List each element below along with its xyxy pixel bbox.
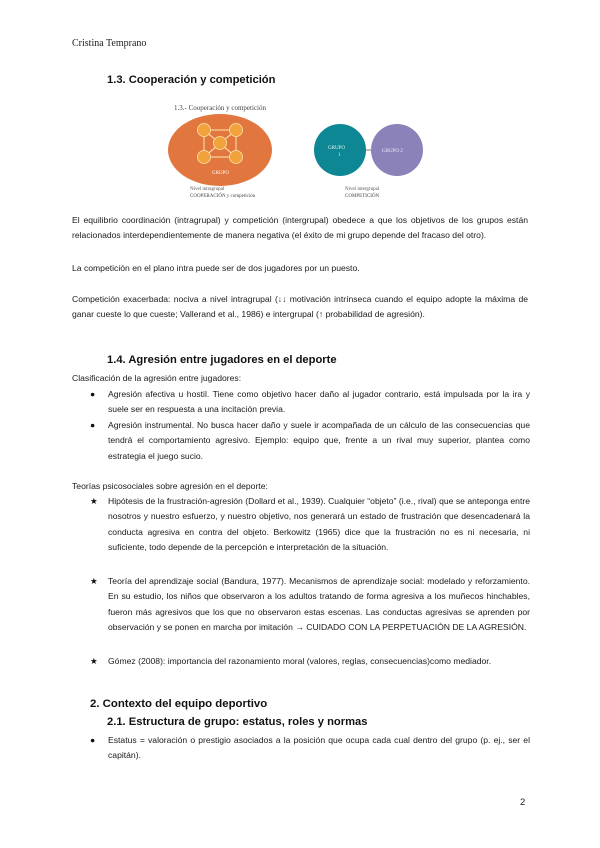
theory-gomez-text: Gómez (2008): importancia del razonamiento moral (valores, reglas, consecuencias)como mediador.	[108, 656, 492, 666]
section-heading-2: 2. Contexto del equipo deportivo	[90, 698, 268, 710]
bullet-dot-icon: ●	[90, 420, 96, 430]
bullet-dot-icon: ●	[90, 735, 96, 745]
section-heading-1-4: 1.4. Agresión entre jugadores en el deporte	[107, 354, 337, 366]
section-heading-2-1: 2.1. Estructura de grupo: estatus, roles y normas	[107, 716, 368, 728]
list-item	[90, 654, 530, 669]
intergroup-caption-line2: COMPETICIÓN	[345, 194, 380, 199]
page-header-author: Cristina Temprano	[72, 38, 147, 49]
paragraph-equilibrium: El equilibrio coordinación (intragrupal) y competición (intergrupal) obedece a que los objetivos de los grupos están relacionados interdependientemente de manera negativa (el éxito de mi grupo depende del fracaso del otro).	[72, 215, 528, 241]
aggression-instrumental-text: Agresión instrumental. No busca hacer daño y suele ir acompañada de un cálculo de las consecuencias que tendrá el comportamiento agresivo. Ejemplo: equipo que, frente a un rival muy superior, plantea como estrategia el juego sucio.	[108, 420, 530, 461]
group-1-label-line2: 1	[338, 153, 341, 158]
star-icon: ★	[90, 656, 98, 666]
list-item	[90, 387, 530, 418]
star-icon: ★	[90, 496, 98, 506]
star-icon: ★	[90, 576, 98, 586]
bullet-dot-icon: ●	[90, 389, 96, 399]
intragroup-circle-label: GRUPO	[212, 171, 229, 176]
paragraph-exacerbated-competition: Competición exacerbada: nociva a nivel intragrupal (↓↓ motivación intrínseca cuando el equipo adopte la máxima de ganar cueste lo que cueste; Vallerand et al., 1986) e intergrupal (↑ probabilidad de agresión).	[72, 294, 528, 320]
theory-frustration-text: Hipótesis de la frustración-agresión (Dollard et al., 1939). Cualquier “objeto” (i.e., rival) que se anteponga entre nosotros y nuestro esfuerzo, y nuestro objetivo, nos generará un estado de frustración que desencadenará la conducta agresiva en contra del objeto. Berkowitz (1965) dice que la frustración no es ni necesaria, ni suficiente, todo depende de la percepción e interpretación de la situación.	[108, 496, 530, 552]
group-1-label-line1: GRUPO	[328, 146, 345, 151]
list-item	[90, 418, 530, 464]
cooperation-competition-figure	[160, 98, 460, 206]
group-2-label: GRUPO 2	[382, 149, 403, 154]
theories-intro: Teorías psicosociales sobre agresión en el deporte:	[72, 481, 268, 491]
section-heading-1-3: 1.3. Cooperación y competición	[107, 74, 276, 86]
intergroup-caption-line1: Nivel intergrupal	[345, 187, 380, 192]
intragroup-caption-line2: COOPERACIÓN y competición	[190, 194, 256, 199]
list-item	[90, 574, 530, 635]
paragraph-intra-competition: La competición en el plano intra puede ser de dos jugadores por un puesto.	[72, 263, 360, 273]
status-definition-text: Estatus = valoración o prestigio asociados a la posición que ocupa cada cual dentro del grupo (p. ej., ser el capitán).	[108, 735, 530, 761]
aggression-affective-text: Agresión afectiva u hostil. Tiene como objetivo hacer daño al jugador contrario, está impulsada por la ira y suele ser en respuesta a una incitación previa.	[108, 389, 530, 415]
theory-social-learning-text: Teoría del aprendizaje social (Bandura, 1977). Mecanismos de aprendizaje social: modelado y reforzamiento. En su estudio, los niños que observaron a los adultos tratando de forma agresiva a los muñecos hinchables, fueron más agresivos que los que no observaron estas escenas. Las conductas agresivas se aprenden por observación y se ponen en marcha por imitación → CUIDADO CON LA PERPETUACIÓN DE LA AGRESIÓN.	[108, 576, 530, 632]
list-item	[90, 494, 530, 555]
classification-intro: Clasificación de la agresión entre jugadores:	[72, 373, 242, 383]
list-item	[90, 733, 530, 764]
page-number: 2	[520, 797, 526, 808]
figure-title: 1.3.- Cooperación y competición	[174, 104, 266, 112]
intragroup-caption-line1: Nivel intragrupal	[190, 187, 225, 192]
